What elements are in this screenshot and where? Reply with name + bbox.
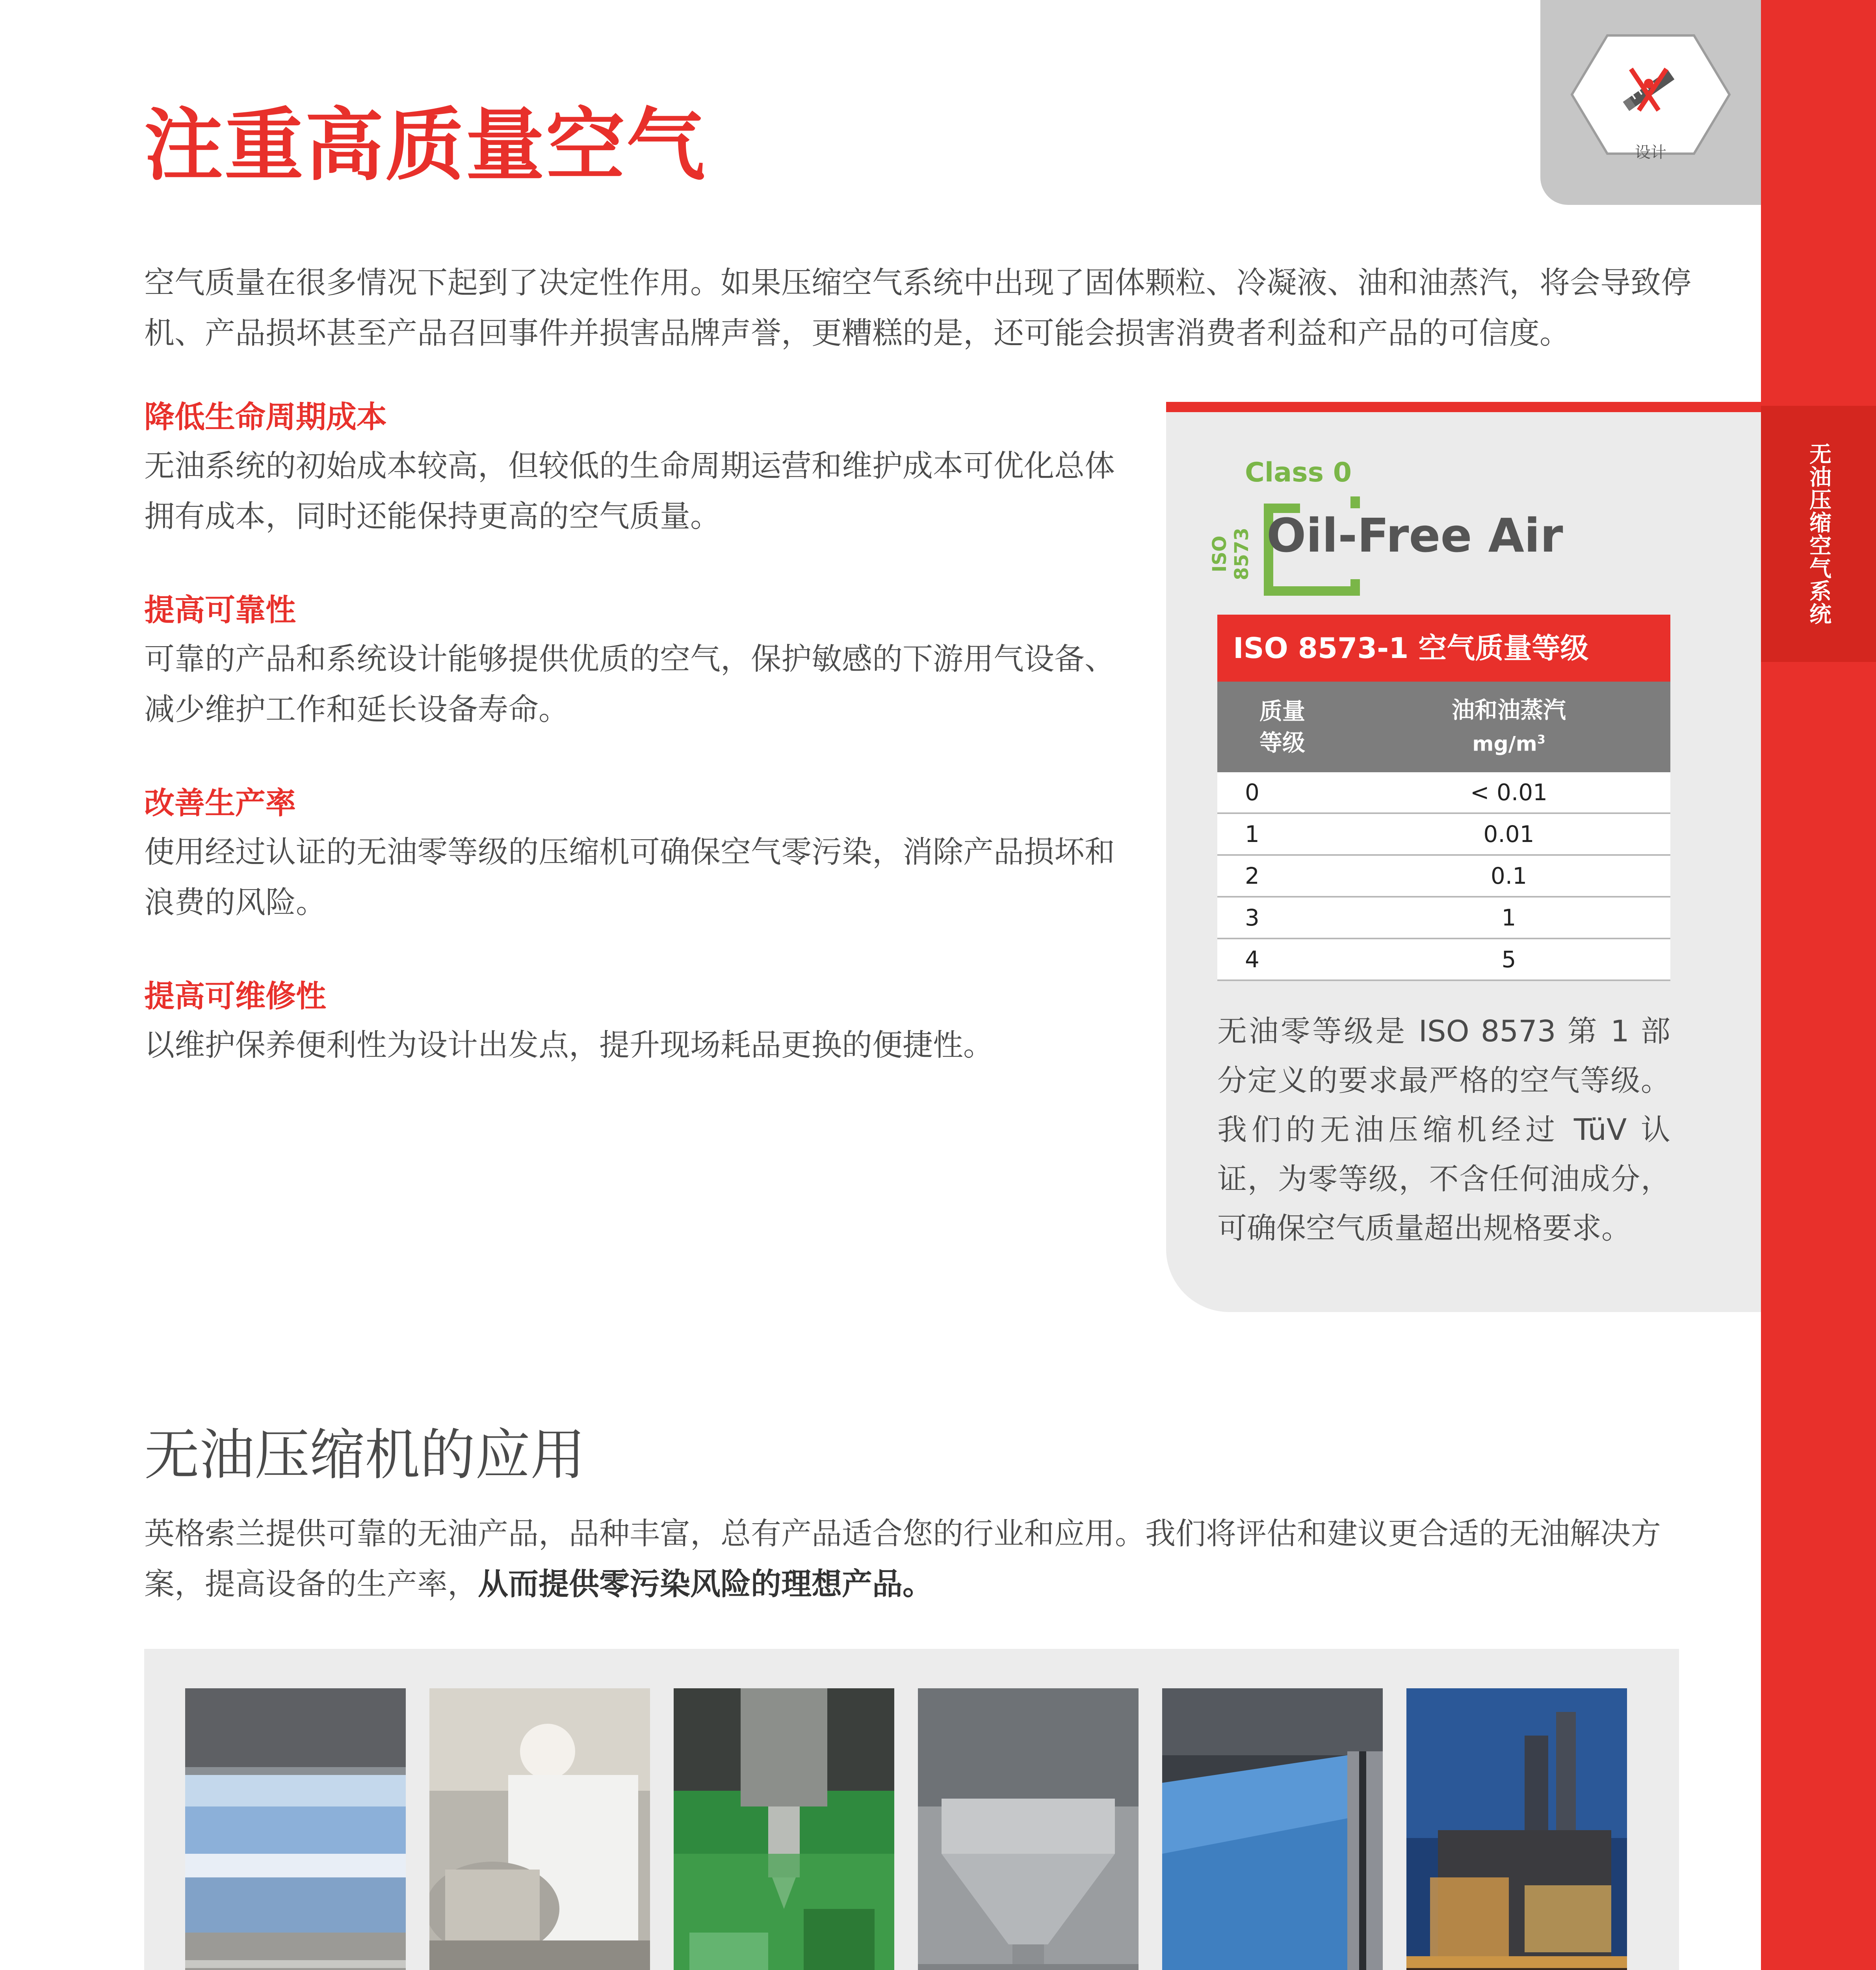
industry-card [1406,1688,1627,1970]
panel-accent-bar [1166,402,1761,412]
food-beverage-photo [185,1688,406,1970]
industry-card [1162,1688,1383,1970]
table-header [1217,682,1670,772]
section-body: 可靠的产品和系统设计能够提供优质的空气，保护敏感的下游用气设备、减少维护工作和延长设备寿命。 [144,642,1115,727]
side-band [1761,0,1876,1970]
utilities-photo [1406,1688,1627,1970]
industry-card [674,1688,894,1970]
design-badge-label: 设计 [1635,143,1666,162]
applications-intro: 英格索兰提供可靠的无油产品，品种丰富，总有产品适合您的行业和应用。我们将评估和建议更合适的无油解决方案，提高设备的生产率，从而提供零污染风险的理想产品。 [144,1517,1661,1602]
table-row: 4 5 [1217,939,1670,981]
section-body: 无油系统的初始成本较高，但较低的生命周期运营和维护成本可优化总体拥有成本，同时还能保持更高的空气质量。 [144,449,1115,534]
benefit-section [144,587,1137,735]
chemical-photo [918,1688,1139,1970]
industry-card [429,1688,650,1970]
col-header-grade: 质量等级 [1259,698,1305,756]
industry-card [185,1688,406,1970]
table-title: ISO 8573-1 空气质量等级 [1217,615,1670,682]
electronics-photo [674,1688,894,1970]
section-body: 以维护保养便利性为设计出发点，提升现场耗品更换的便捷性。 [144,1028,994,1063]
industry-card [918,1688,1139,1970]
side-section-label: 无油压缩空气系统 [1806,442,1831,625]
oil-free-air-logo [1209,457,1718,599]
table-row: 2 0.1 [1217,856,1670,898]
table-row: 0 < 0.01 [1217,772,1670,814]
logo-class-label: Class 0 [1245,457,1352,488]
intro-paragraph: 空气质量在很多情况下起到了决定性作用。如果压缩空气系统中出现了固体颗粒、冷凝液、油和油蒸汽，将会导致停机、产品损坏甚至产品召回事件并损害品牌声誉，更糟糕的是，还可能会损害消费者利益和产品的可信度。 [144,266,1691,351]
section-heading: 降低生命周期成本 [144,400,387,435]
applications-title: 无油压缩机的应用 [144,1423,586,1487]
section-heading: 提高可靠性 [144,593,296,628]
pharmaceutical-photo [429,1688,650,1970]
design-tools-icon [1613,59,1684,122]
design-badge-tab [1540,0,1761,205]
iso-note: 无油零等级是 ISO 8573 第 1 部分定义的要求最严格的空气等级。我们的无油压缩机经过 TüV 认证，为零等级，不含任何油成分，可确保空气质量超出规格要求。 [1217,1014,1670,1245]
page-title: 注重高质量空气 [144,100,707,191]
benefit-section [144,973,1137,1071]
section-heading: 提高可维修性 [144,979,326,1014]
section-body: 使用经过认证的无油零等级的压缩机可确保空气零污染，消除产品损坏和浪费的风险。 [144,835,1115,920]
benefit-section [144,780,1137,928]
logo-main-text: Oil-Free Air [1267,508,1563,563]
logo-iso-label: ISO 8573 [1209,528,1253,580]
col-header-oil: 油和油蒸汽 $mg/m^3$ [1451,696,1566,756]
table-row: 3 1 [1217,898,1670,939]
iso-quality-table [1217,615,1670,981]
textile-photo [1162,1688,1383,1970]
benefit-section [144,394,1137,542]
table-row: 1 0.01 [1217,814,1670,856]
section-heading: 改善生产率 [144,786,296,821]
